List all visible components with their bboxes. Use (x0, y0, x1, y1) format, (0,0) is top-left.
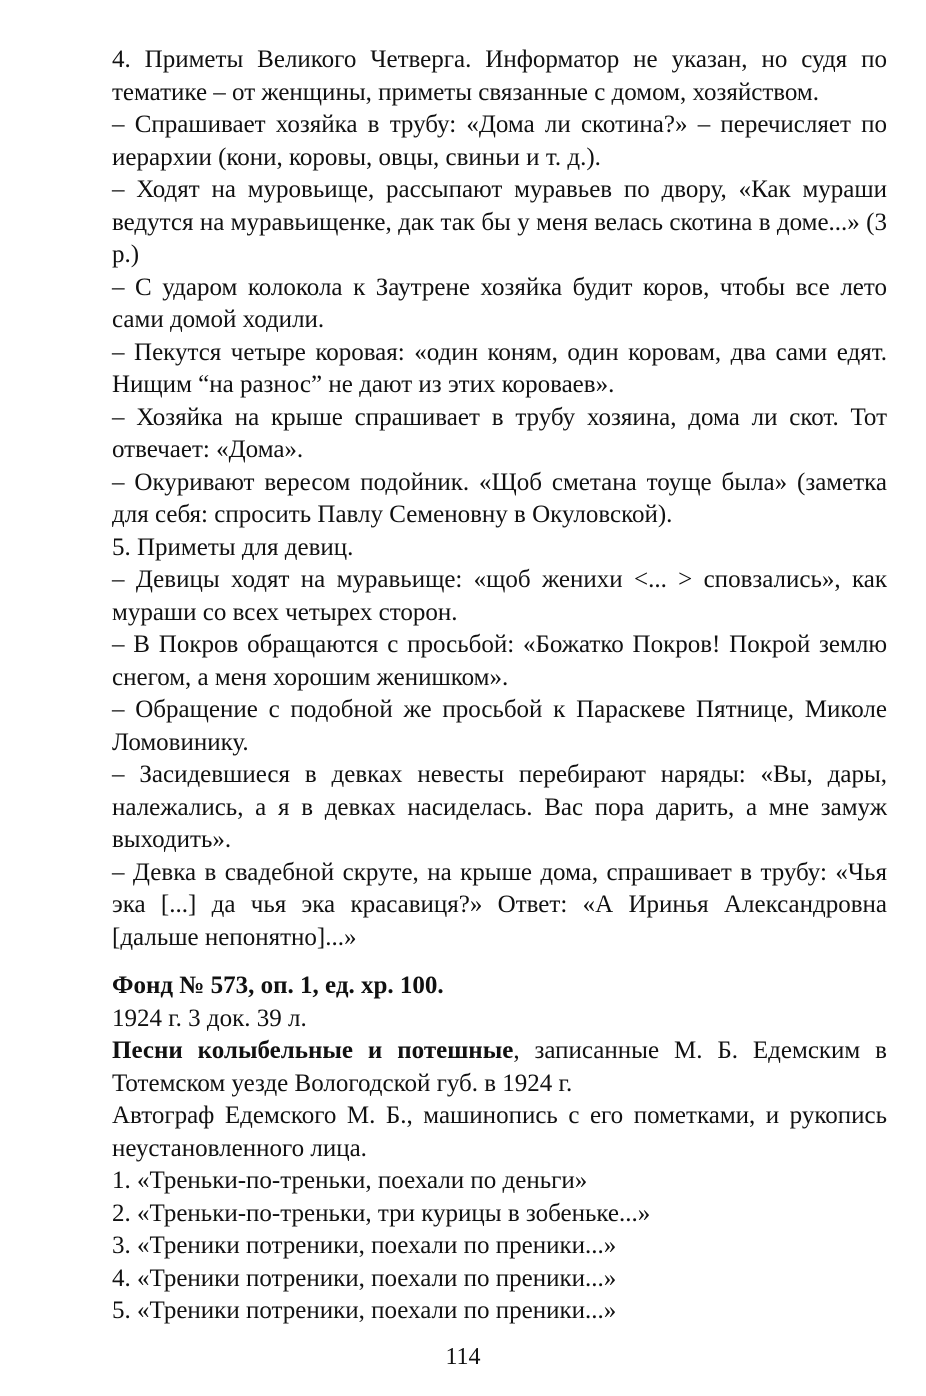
fond-description: Автограф Едемского М. Б., машинопись с его пометками, и рукопись неустановленного лица. (112, 1102, 887, 1162)
paragraph-omen-wedding: – Девка в свадебной скруте, на крыше дома, спрашивает в трубу: «Чья эка [...] да чья эка красавиця?» Ответ: «А Иринья Александровна [дальше непонятно]...» (112, 858, 887, 951)
fond-heading: Фонд № 573, оп. 1, ед. хр. 100. (112, 972, 444, 999)
paragraph-omen-maiden-anthill: – Девицы ходят на муравьище: «щоб женихи <... > сповзались», как мураши со всех четырех сторон. (112, 566, 887, 626)
paragraph-omen-bell: – С ударом колокола к Заутрене хозяйка будит коров, чтобы все лето сами домой ходили. (112, 273, 887, 333)
paragraph-omen-roof: – Хозяйка на крыше спрашивает в трубу хозяина, дома ли скот. Тот отвечает: «Дома». (112, 403, 887, 463)
song-item: 1. «Треньки-по-треньки, поехали по деньги» (112, 1167, 588, 1194)
paragraph-omen-milkpail: – Окуривают вересом подойник. «Щоб сметана тоуще была» (заметка для себя: спросить Павлу Семеновну в Окуловской). (112, 468, 887, 528)
fond-title (112, 1035, 887, 1100)
paragraph-omen-pokrov: – В Покров обращаются с просьбой: «Божатко Покров! Покрой землю снегом, а меня хорошим женишком». (112, 631, 887, 691)
paragraph-omen-dowry: – Засидевшиеся в девках невесты перебирают наряды: «Вы, дары, належались, а я в девках насиделась. Вас пора дарить, а мне замуж выходить». (112, 761, 887, 853)
paragraph-omen-chimney: – Спрашивает хозяйка в трубу: «Дома ли скотина?» – перечисляет по иерархии (кони, коровы, овцы, свиньи и т. д.). (112, 111, 887, 171)
song-item: 3. «Треники потреники, поехали по преники...» (112, 1232, 617, 1259)
song-item: 2. «Треньки-по-треньки, три курицы в зобеньке...» (112, 1199, 651, 1227)
paragraph-omen-anthill: – Ходят на муровьище, рассыпают муравьев по двору, «Как мураши ведутся на муравьищенке, дак так бы у меня велась скотина в доме...» (3 р.) (112, 176, 887, 268)
song-item: 5. «Треники потреники, поехали по преники...» (112, 1297, 617, 1324)
page-body (112, 44, 887, 1328)
fond-title-rest: , записанные М. Б. Едемским в Тотемском уезде Вологодской губ. в 1924 г. (112, 1037, 887, 1097)
paragraph-omen-loaves: – Пекутся четыре коровая: «один коням, один коровам, два сами едят. Нищим “на разнос” не дают из этих короваев». (112, 338, 887, 398)
paragraph-thursday-omens: 4. Приметы Великого Четверга. Информатор не указан, но судя по тематике – от женщины, приметы связанные с домом, хозяйством. (112, 46, 887, 106)
fond-title-bold: Песни колыбельные и потешные (112, 1037, 514, 1064)
page-number: 114 (445, 1344, 481, 1370)
section-spacer (112, 954, 887, 970)
song-item: 4. «Треники потреники, поехали по преники...» (112, 1264, 617, 1292)
fond-meta: 1924 г. 3 док. 39 л. (112, 1004, 307, 1032)
paragraph-maiden-omens: 5. Приметы для девиц. (112, 533, 354, 561)
paragraph-omen-paraskeva: – Обращение с подобной же просьбой к Параскеве Пятнице, Миколе Ломовинику. (112, 696, 887, 756)
